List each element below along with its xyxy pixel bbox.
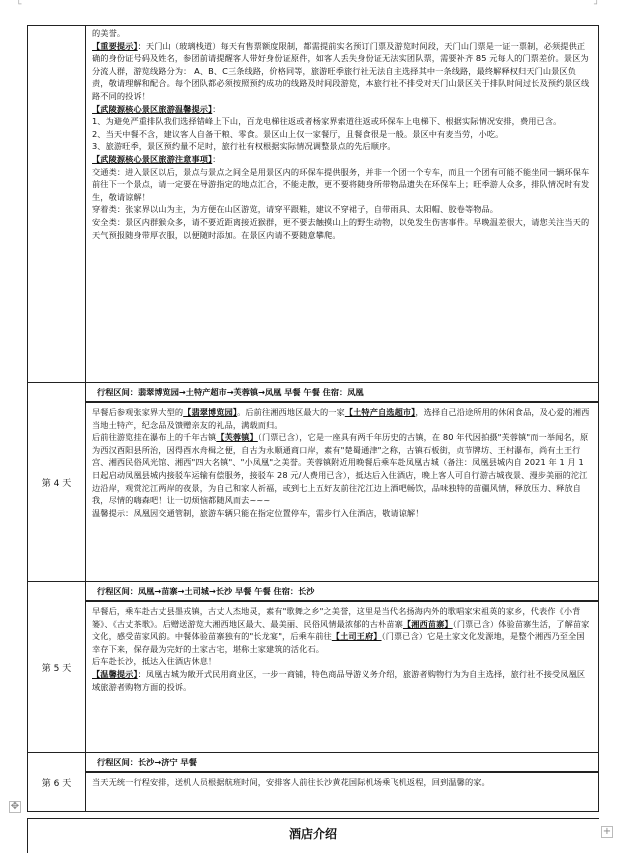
body-text: 的美誉。 (92, 28, 126, 38)
route-line (86, 383, 598, 401)
content-cell: 行程区间：凤凰→苗寨→土司城→长沙 早餐 午餐 住宿：长沙 早餐后，乘车赴古丈县墨戎镇，古丈人杰地灵，素有"歌舞之乡"之美誉，这里是当代名扬海内外的歌唱家宋祖英的家乡，代表作《小背篓》、《古丈茶歌》。后赠送游览大湘西地区最大、最美丽、民俗风情最浓郁的古朴苗寨【湘西苗寨】（门票已含）体验苗寨生活，了解苗家文化，感受苗家风韵。中餐体验苗寨独有的"长龙宴"，后乘车前往【土司王府】（门票已含）它是土家文化发源地，是整个湘西乃至全国幸存下来，保存最为完好的土家古宅，堪称土家建筑的活化石。 后车赴长沙，抵达入住酒店休息！ 【温馨提示】：凤凰古城为敞开式民用商业区，一步一商铺，特色商品导游义务介绍，旅游者购物行为为自主选择，旅行社不接受凤凰区域旅游者购物方面的投诉。 (86, 582, 599, 753)
itinerary-table (27, 25, 599, 812)
table-row (28, 582, 599, 753)
important-note-label: 【重要提示】 (92, 40, 138, 51)
table-row (28, 383, 599, 582)
notes-heading: 【武陵源核心景区旅游注意事项】 (92, 153, 213, 164)
add-row-icon[interactable]: + (602, 826, 612, 837)
highlight-place: 【翡翠博览园】 (183, 407, 238, 417)
route-text: ：长沙→济宁 早餐 (129, 757, 197, 767)
route-label: 行程区间 (97, 387, 130, 397)
body-text: 2、当天中餐不含，建议客人自备干粮、零食。景区山上仅一家餐厅，且餐食很是一般。景区中有麦当劳，小吃。 (92, 128, 504, 139)
body-text: ：天门山（玻璃栈道）每天有售票额度限制，都需提前实名预订门票及游览时间段，天门山门票是一证一票制，必须提供正确的身份证号码及姓名，参团前请提醒客人带好身份证原件，如客人丢失身份证无法实团队票，需要补齐 85 元每人的门票差价。景区为分流人群，游览线路分为： A、B、C三条线路，价格同等，旅游旺季旅行社无法自主选择其中一条线路，最终解释权归天门山景区负责，敬请理解和配合。每个团队都必须按照预约成功的线路及时间段游览，本旅行社不排受对天门山景区关于排队时间过长及预约景区线路不同的投诉！ (92, 40, 590, 101)
highlight-place: 【湘西苗寨】 (402, 618, 453, 629)
route-label: 行程区间 (97, 586, 130, 596)
route-text: ：凤凰→苗寨→土司城→长沙 早餐 午餐 住宿：长沙 (129, 586, 315, 596)
tip-text: 温馨提示：凤凰因交通管制，旅游车辆只能在指定位置停车，需步行入住酒店，敬请谅解！ (92, 507, 424, 518)
day-cell (28, 26, 86, 383)
content-cell: 的美誉。 【重要提示】：天门山（玻璃栈道）每天有售票额度限制，都需提前实名预订门票及游览时间段，天门山门票是一证一票制，必须提供正确的身份证号码及姓名，参团前请提醒客人带好身份证原件，如客人丢失身份证无法实团队票，需要补齐 85 元每人的门票差价。景区为分流人群，游览线路分为： A、B、C三条线路，价格同等，旅游旺季旅行社无法自主选择其中一条线路，最终解释权归天门山景区负责，敬请理解和配合。每个团队都必须按照预约成功的线路及时间段游览，本旅行社不排受对天门山景区关于排队时间过长及预约景区线路不同的投诉！ 【武陵源核心景区旅游温馨提示】： 1、为避免严重排队我们选择错峰上下山，百龙电梯往返或者杨家界索道往返或环保车上电梯下、根据实际情况安排，费用已含。 2、当天中餐不含，建议客人自备干粮、零食。景区山上仅一家餐厅，且餐食很是一般。景区中有麦当劳，小吃。 3、旅游旺季，景区预约量不足时，旅行社有权根据实际情况调整景点的先后顺序。 【武陵源核心景区旅游注意事项】： 交通类：进入景区以后，景点与景点之间全是用景区内的环保车提供服务，并非一个团一个专车，而且一个团有可能不能坐同一辆环保车前往下一个景点，请一定要在导游指定的地点汇合，不能走散，更不要将随身所带物品遗失在环保车上；旺季游人众多，排队情况时有发生，敬请谅解！ 穿着类：张家界以山为主，为方便在山区游览，请穿平跟鞋，建议不穿裙子，自带雨具、太阳帽、胶卷等物品。 安全类：景区内群猴众多，请不要近距离接近猴群，更不要去触摸山上的野生动物，以免发生伤害事件。早晚温差很大，请您关注当天的天气预报随身带厚衣服，以便随时添加。在景区内请不要随意攀爬。 (86, 26, 599, 383)
body-text: 1、为避免严重排队我们选择错峰上下山，百龙电梯往返或者杨家界索道往返或环保车上电梯下、根据实际情况安排，费用已含。 (92, 116, 562, 127)
highlight-place: 【土特产自选超市】 (344, 407, 416, 417)
route-text: ：翡翠博览园→土特产超市→芙蓉镇→凤凰 早餐 午餐 住宿：凤凰 (129, 387, 364, 397)
table-row (28, 753, 599, 812)
table-row (28, 26, 599, 383)
highlight-place: 【芙蓉镇】 (216, 432, 258, 443)
route-line (86, 582, 598, 600)
route-label: 行程区间 (97, 757, 130, 767)
highlight-place: 【土司王府】 (331, 631, 382, 642)
route-line (86, 753, 598, 771)
day-label: 第 5 天 (28, 582, 86, 753)
margin-mark: ┘ (594, 0, 600, 10)
content-cell: 行程区间：翡翠博览园→土特产超市→芙蓉镇→凤凰 早餐 午餐 住宿：凤凰 早餐后参观张家界大型的【翡翠博览园】。后前往湘西地区最大的一家【土特产自选超市】，选择自己沿途所用的休闲食品，及心爱的湘西当地土特产，纪念品及馈赠亲友的礼品，满载而归。 后前往游览挂在瀑布上的千年古镇【芙蓉镇】（门票已含），它是一座具有两千年历史的古镇，在 80 年代因拍摄"芙蓉镇"而一举闻名，原为西汉酉阳县所治，因得酉水舟楫之便，自古为永顺通商口岸，素有"楚蜀通津"之称，古镇石板街，贞节牌坊、王村瀑布，尚有土王行宫、湘西民俗风光馆、湘西"四大名镇"、"小凤凰"之美誉。芙蓉镇附近用晚餐后乘车赴凤凰古城（备注：凤凰县城内自 2021 年 1 月 1 日起启动凤凰县城内接驳车运输有偿服务，接驳车 28 元/人费用已含），抵达后入住酒店，晚上客人可自行游古城夜景、漫步美丽的沱江边沿岸，观赏沱江两岸的夜景，为自己和家人祈福，或到七上五好友前往沱江边上酒吧畅饮，品味独特的苗疆风情，释放压力、释放自我，尽情的嗨森吧！让一切烦恼都随风而去~~~ 温馨提示：凤凰因交通管制，旅游车辆只能在指定位置停车，需步行入住酒店，敬请谅解！ (86, 383, 599, 582)
section-heading: 酒店介绍 (27, 818, 599, 842)
body-text: 交通类：进入景区以后，景点与景点之间全是用景区内的环保车提供服务，并非一个团一个专车，而且一个团有可能不能坐同一辆环保车前往下一个景点，请一定要在导游指定的地点汇合，不能走散，更不要将随身所带物品遗失在环保车上；旺季游人众多，排队情况时有发生，敬请谅解！ (92, 166, 590, 202)
content-cell: 行程区间：长沙→济宁 早餐 当天无统一行程安排，送机人员根据航班时间，安排客人前往长沙黄花国际机场乘飞机返程，回到温馨的家。 (86, 753, 599, 812)
table-move-handle-icon[interactable]: ✥ (10, 801, 20, 812)
tip-label: 【温馨提示】 (92, 668, 138, 679)
body-text: 安全类：景区内群猴众多，请不要近距离接近猴群，更不要去触摸山上的野生动物，以免发生伤害事件。早晚温差很大，请您关注当天的天气预报随身带厚衣服，以便随时添加。在景区内请不要随意攀爬。 (92, 216, 590, 240)
day-label: 第 6 天 (28, 753, 86, 812)
margin-mark: └ (16, 0, 22, 10)
body-text: 3、旅游旺季，景区预约量不足时，旅行社有权根据实际情况调整景点的先后顺序。 (92, 141, 396, 152)
day-label: 第 4 天 (28, 383, 86, 582)
body-text: 穿着类：张家界以山为主，为方便在山区游览，请穿平跟鞋，建议不穿裙子，自带雨具、太阳帽、胶卷等物品。 (92, 204, 499, 215)
tips-heading: 【武陵源核心景区旅游温馨提示】 (92, 103, 213, 114)
